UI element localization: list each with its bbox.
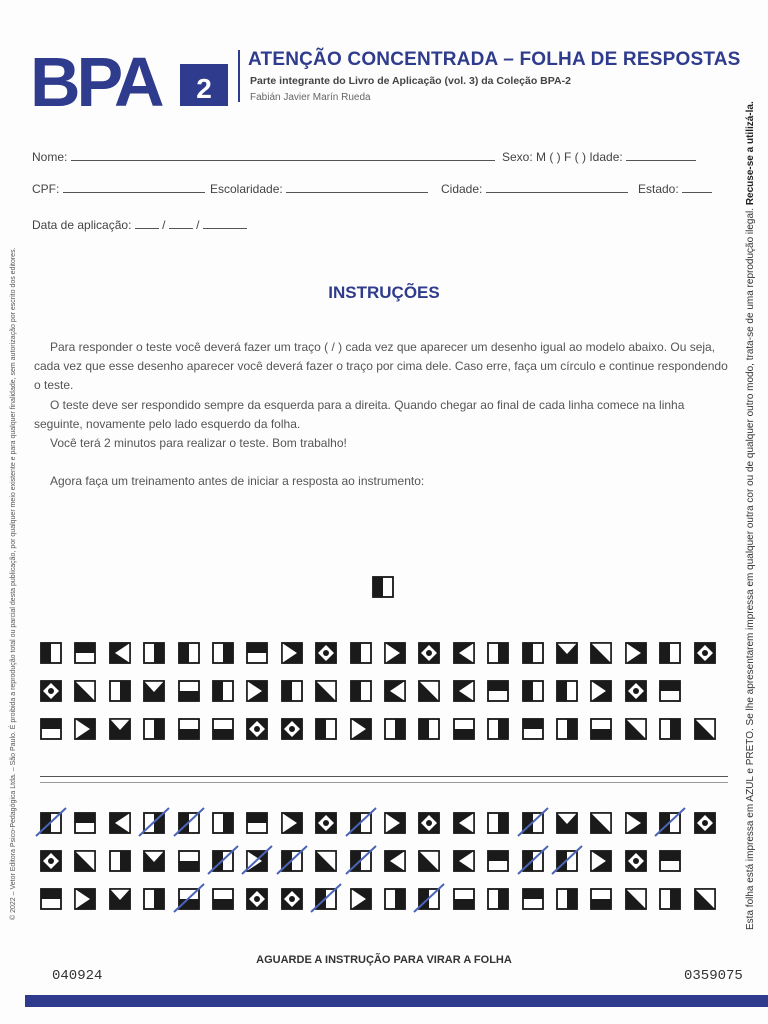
symbol-triangle-right[interactable] [384, 812, 406, 834]
symbol-left-half[interactable] [350, 812, 372, 834]
symbol-top-half[interactable] [246, 812, 268, 834]
symbol-top-half[interactable] [74, 812, 96, 834]
page-subtitle: Parte integrante do Livro de Aplicação (vol. 3) da Coleção BPA-2 [250, 75, 571, 87]
symbol-right-half[interactable] [212, 812, 234, 834]
symbol-row [40, 680, 728, 706]
wait-instruction: AGUARDE A INSTRUÇÃO PARA VIRAR A FOLHA [256, 954, 512, 966]
symbol-row [40, 812, 728, 838]
data-aplicacao-label: Data de aplicação: [32, 218, 132, 232]
symbol-row [40, 888, 728, 914]
symbol-v-notch[interactable] [109, 888, 131, 910]
symbol-left-half[interactable] [522, 812, 544, 834]
logo-number: 2 [196, 73, 212, 104]
symbol-top-half[interactable] [74, 642, 96, 664]
symbol-left-half[interactable] [522, 642, 544, 664]
symbol-right-half[interactable] [143, 642, 165, 664]
symbol-left-half[interactable] [40, 812, 62, 834]
cidade-input-line[interactable] [486, 181, 628, 193]
symbol-triangle-right[interactable] [281, 812, 303, 834]
answer-grid [40, 812, 728, 922]
escolaridade-field [210, 181, 428, 196]
symbol-left-half[interactable] [178, 642, 200, 664]
separator-line-thin [40, 782, 728, 783]
symbol-left-half[interactable] [556, 850, 578, 872]
instructions-title: INSTRUÇÕES [328, 283, 440, 302]
logo-text: BPA [30, 46, 161, 112]
symbol-right-half[interactable] [659, 888, 681, 910]
symbol-diamond[interactable] [625, 680, 647, 702]
symbol-diagonal[interactable] [590, 642, 612, 664]
symbol-top-half[interactable] [487, 850, 509, 872]
symbol-bottom-half[interactable] [590, 718, 612, 740]
symbol-bottom-half[interactable] [178, 718, 200, 740]
symbol-triangle-right[interactable] [246, 680, 268, 702]
symbol-diamond[interactable] [40, 850, 62, 872]
cidade-field [441, 181, 628, 196]
symbol-triangle-right[interactable] [74, 888, 96, 910]
symbol-diagonal[interactable] [625, 718, 647, 740]
symbol-bottom-half[interactable] [453, 888, 475, 910]
nome-field [32, 149, 495, 164]
symbol-diagonal[interactable] [694, 718, 716, 740]
symbol-triangle-right[interactable] [625, 642, 647, 664]
symbol-left-half[interactable] [178, 812, 200, 834]
symbol-right-half[interactable] [487, 888, 509, 910]
symbol-top-half[interactable] [40, 888, 62, 910]
symbol-v-notch[interactable] [143, 680, 165, 702]
symbol-v-notch[interactable] [556, 812, 578, 834]
symbol-right-half[interactable] [143, 718, 165, 740]
authenticity-warning: Recuse-se a utilizá-la. [745, 101, 756, 206]
data-aplicacao-field: Data de aplicação: / / [32, 217, 247, 232]
symbol-triangle-right[interactable] [590, 850, 612, 872]
symbol-right-half[interactable] [143, 888, 165, 910]
symbol-row [40, 718, 728, 744]
symbol-triangle-right[interactable] [281, 642, 303, 664]
symbol-diamond[interactable] [625, 850, 647, 872]
symbol-right-half[interactable] [143, 812, 165, 834]
symbol-left-half[interactable] [212, 850, 234, 872]
symbol-triangle-right[interactable] [74, 718, 96, 740]
symbol-bottom-half[interactable] [178, 680, 200, 702]
symbol-triangle-left[interactable] [384, 680, 406, 702]
symbol-bottom-half[interactable] [453, 718, 475, 740]
symbol-right-half[interactable] [384, 888, 406, 910]
nome-input-line[interactable] [71, 149, 495, 161]
symbol-left-half[interactable] [315, 718, 337, 740]
symbol-diamond[interactable] [694, 812, 716, 834]
symbol-left-half[interactable] [350, 850, 372, 872]
symbol-top-half[interactable] [659, 850, 681, 872]
symbol-triangle-left[interactable] [453, 680, 475, 702]
symbol-diamond[interactable] [694, 642, 716, 664]
form-code-left: 040924 [52, 968, 103, 984]
estado-input-line[interactable] [682, 181, 712, 193]
symbol-triangle-left[interactable] [109, 812, 131, 834]
symbol-triangle-right[interactable] [590, 680, 612, 702]
title-divider [238, 50, 240, 102]
symbol-right-half[interactable] [384, 718, 406, 740]
symbol-triangle-right[interactable] [384, 642, 406, 664]
symbol-triangle-right[interactable] [246, 850, 268, 872]
instructions-paragraph-3: Você terá 2 minutos para realizar o teste. Bom trabalho! [50, 436, 347, 450]
symbol-bottom-half[interactable] [212, 888, 234, 910]
symbol-left-half[interactable] [659, 642, 681, 664]
cpf-input-line[interactable] [63, 181, 205, 193]
estado-field [638, 181, 712, 196]
symbol-top-half[interactable] [40, 718, 62, 740]
symbol-left-half[interactable] [350, 680, 372, 702]
author-name: Fabián Javier Marín Rueda [250, 92, 371, 103]
estado-label: Estado: [638, 182, 679, 196]
symbol-right-half[interactable] [487, 718, 509, 740]
symbol-diamond[interactable] [40, 680, 62, 702]
symbol-diagonal[interactable] [315, 850, 337, 872]
cpf-field [32, 181, 205, 196]
symbol-right-half[interactable] [556, 718, 578, 740]
symbol-v-notch[interactable] [556, 642, 578, 664]
month-input-line[interactable] [169, 217, 193, 229]
bpa2-logo [30, 46, 230, 112]
symbol-right-half[interactable] [109, 850, 131, 872]
page-title: ATENÇÃO CONCENTRADA – FOLHA DE RESPOSTAS [248, 49, 741, 70]
symbol-v-notch[interactable] [109, 718, 131, 740]
symbol-left-half[interactable] [281, 850, 303, 872]
instructions-paragraph-2: O teste deve ser respondido sempre da esquerda para a direita. Quando chegar ao final de cada linha comece na linha seguinte, novamente pelo lado esquerdo da folha. [34, 398, 685, 431]
symbol-v-notch[interactable] [143, 850, 165, 872]
symbol-left-half[interactable] [659, 812, 681, 834]
symbol-top-half[interactable] [522, 888, 544, 910]
symbol-left-half[interactable] [350, 642, 372, 664]
symbol-diagonal[interactable] [74, 850, 96, 872]
symbol-bottom-half[interactable] [178, 888, 200, 910]
symbol-row [40, 850, 728, 876]
model-symbol [372, 576, 394, 598]
symbol-right-half[interactable] [659, 718, 681, 740]
symbol-diamond[interactable] [315, 812, 337, 834]
symbol-triangle-right[interactable] [350, 718, 372, 740]
symbol-left-half[interactable] [315, 888, 337, 910]
symbol-right-half[interactable] [556, 888, 578, 910]
day-input-line[interactable] [135, 217, 159, 229]
symbol-diagonal[interactable] [590, 812, 612, 834]
nome-label: Nome: [32, 150, 68, 164]
sexo-label: Sexo: M ( ) F ( ) Idade: [502, 150, 623, 164]
symbol-diamond[interactable] [418, 812, 440, 834]
symbol-triangle-right[interactable] [350, 888, 372, 910]
symbol-bottom-half[interactable] [212, 718, 234, 740]
symbol-left-half[interactable] [418, 888, 440, 910]
symbol-right-half[interactable] [109, 680, 131, 702]
year-input-line[interactable] [203, 217, 247, 229]
symbol-right-half[interactable] [487, 812, 509, 834]
symbol-diamond[interactable] [418, 642, 440, 664]
symbol-triangle-left[interactable] [453, 850, 475, 872]
cpf-label: CPF: [32, 182, 60, 196]
authenticity-text: Esta folha está impressa em AZUL e PRETO. Se lhe apresentarem impressa em qualquer outra cor ou de qualquer outro modo, trata-se de uma reprodução ilegal. [745, 207, 756, 930]
symbol-diamond[interactable] [246, 718, 268, 740]
copyright-notice: © 2022 – Vetor Editora Psico-Pedagógica Ltda. – São Paulo. É proibida a reprodução total ou parcial desta publicação, por qualquer meio existente e para qualquer finalidade, sem autorização por escrito dos editores. [10, 247, 17, 920]
symbol-diagonal[interactable] [315, 680, 337, 702]
symbol-diagonal[interactable] [74, 680, 96, 702]
symbol-diagonal[interactable] [418, 680, 440, 702]
idade-input-line[interactable] [626, 149, 696, 161]
instructions-paragraph-1: Para responder o teste você deverá fazer um traço ( / ) cada vez que aparecer um desenho igual ao modelo abaixo. Ou seja, cada vez que esse desenho aparecer você deverá fazer o traço por cima dele. Caso erre, faça um círculo e continue respondendo o teste. [34, 340, 728, 392]
symbol-triangle-left[interactable] [384, 850, 406, 872]
training-grid [40, 642, 728, 752]
symbol-top-half[interactable] [246, 642, 268, 664]
symbol-left-half[interactable] [418, 718, 440, 740]
symbol-top-half[interactable] [522, 718, 544, 740]
symbol-right-half[interactable] [487, 642, 509, 664]
cidade-label: Cidade: [441, 182, 483, 196]
symbol-left-half[interactable] [522, 850, 544, 872]
symbol-diamond[interactable] [281, 888, 303, 910]
separator-line [40, 776, 728, 777]
sexo-idade-field [502, 149, 696, 164]
form-code-right: 0359075 [684, 968, 743, 984]
symbol-left-half[interactable] [212, 680, 234, 702]
symbol-triangle-left[interactable] [109, 642, 131, 664]
symbol-left-half[interactable] [522, 680, 544, 702]
bottom-color-band [25, 995, 768, 1007]
authenticity-notice [745, 101, 756, 930]
symbol-bottom-half[interactable] [178, 850, 200, 872]
escolaridade-input-line[interactable] [286, 181, 428, 193]
symbol-diagonal[interactable] [694, 888, 716, 910]
escolaridade-label: Escolaridade: [210, 182, 283, 196]
instructions-paragraph-4: Agora faça um treinamento antes de iniciar a resposta ao instrumento: [50, 474, 425, 488]
symbol-diamond[interactable] [281, 718, 303, 740]
symbol-triangle-left[interactable] [453, 812, 475, 834]
symbol-diamond[interactable] [315, 642, 337, 664]
symbol-triangle-left[interactable] [453, 642, 475, 664]
symbol-diagonal[interactable] [625, 888, 647, 910]
symbol-left-half[interactable] [556, 680, 578, 702]
symbol-diamond[interactable] [246, 888, 268, 910]
symbol-right-half[interactable] [212, 642, 234, 664]
symbol-bottom-half[interactable] [590, 888, 612, 910]
symbol-left-half[interactable] [40, 642, 62, 664]
symbol-triangle-right[interactable] [625, 812, 647, 834]
symbol-diagonal[interactable] [418, 850, 440, 872]
symbol-top-half[interactable] [487, 680, 509, 702]
symbol-left-half[interactable] [281, 680, 303, 702]
symbol-row [40, 642, 728, 668]
symbol-top-half[interactable] [659, 680, 681, 702]
